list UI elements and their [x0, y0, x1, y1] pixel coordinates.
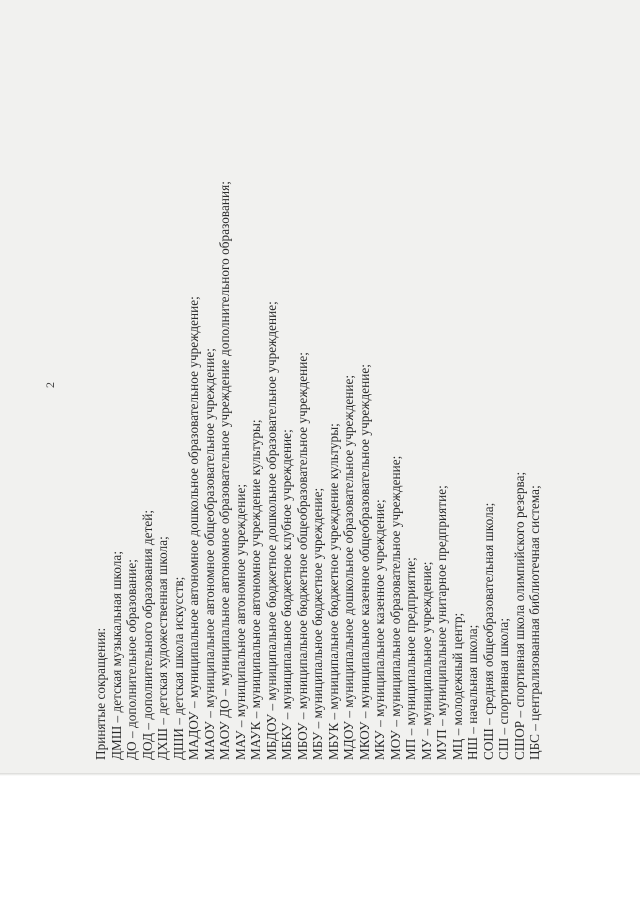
list-item: МУ – муниципальное учреждение; [418, 561, 434, 760]
list-item: МП – муниципальное предприятие; [403, 557, 418, 760]
list-item: ДО – дополнительное образование; [124, 559, 139, 760]
scan-edge-shadow [0, 773, 640, 776]
list-item: ДХШ – детская художественная школа; [155, 536, 170, 760]
list-item: МОУ – муниципальное образовательное учреждение; [387, 455, 403, 760]
abbreviation-list [93, 140, 543, 760]
page-number: 2 [43, 382, 57, 388]
list-item: ЦБС – централизованная библиотечная система; [527, 485, 542, 760]
list-item: МБДОУ – муниципальное бюджетное дошкольное образовательное учреждение; [263, 301, 279, 760]
list-item: НШ – начальная школа; [465, 624, 480, 760]
list-item: ДШИ – детская школа искусств; [170, 576, 186, 760]
list-item: МБУК – муниципальное бюджетное учреждение культуры; [325, 423, 341, 760]
list-item: СШ – спортивная школа; [496, 617, 511, 760]
list-item: ДОД – дополнительного образования детей; [139, 509, 155, 760]
list-item: МБОУ – муниципальное бюджетное общеобразовательное учреждение; [294, 352, 310, 760]
list-item: МУП – муниципальное унитарное предприятие; [434, 485, 449, 760]
list-item: МАУК – муниципальное автономное учреждение культуры; [248, 419, 263, 760]
list-item: МКУ – муниципальное казенное учреждение; [372, 499, 387, 760]
list-item: МКОУ – муниципальное казенное общеобразовательное учреждение; [356, 364, 372, 760]
list-item: СОШ – средняя общеобразовательная школа; [480, 502, 496, 760]
list-item: МАОУ ДО – муниципальное автономное образовательное учреждение дополнительного образования; [217, 181, 232, 760]
list-item: МБУ – муниципальное бюджетное учреждение; [310, 487, 325, 760]
list-item: МАОУ – муниципальное автономное общеобразовательное учреждение; [201, 348, 217, 760]
list-item: СШОР – спортивная школа олимпийского резерва; [511, 471, 527, 760]
list-item: МБКУ – муниципальное бюджетное клубное учреждение; [279, 429, 294, 760]
list-item: МАДОУ – муниципальное автономное дошкольное образовательное учреждение; [186, 296, 201, 760]
list-item: МЦ – молодежный центр; [449, 612, 465, 760]
list-heading: Принятые сокращения: [93, 627, 108, 760]
list-item: МАУ – муниципальное автономное учреждение; [232, 483, 248, 760]
list-item: ДМШ – детская музыкальная школа; [108, 550, 124, 760]
list-item: МДОУ – муниципальное дошкольное образовательное учреждение; [341, 374, 356, 760]
